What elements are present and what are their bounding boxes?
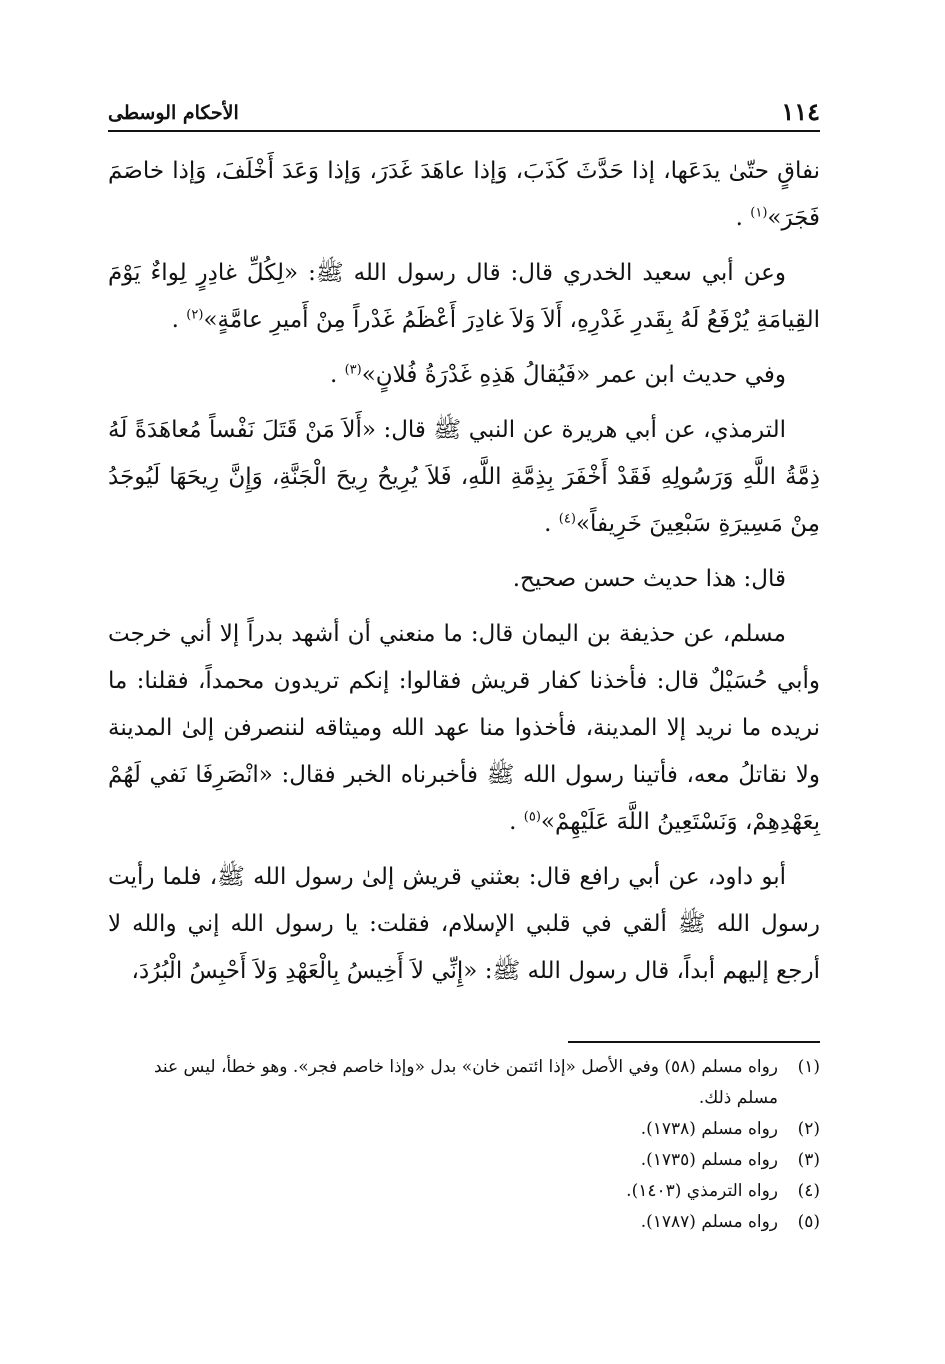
running-title: الأحكام الوسطى xyxy=(108,102,239,124)
paragraph-text: نفاقٍ حتّىٰ يدَعَها، إذا حَدَّثَ كَذَبَ، وَإذا عاهَدَ غَدَرَ، وَإذا وَعَدَ أَخْلَفَ، وَإذا خاصَمَ فَجَرَ» xyxy=(108,158,820,231)
footnote-number: (٥) xyxy=(797,1212,820,1232)
paragraph-end: . xyxy=(509,809,524,835)
paragraph-text: أبو داود، عن أبي رافع قال: بعثني قريش إلىٰ رسول الله ﷺ، فلما رأيت رسول الله ﷺ ألقي في قلبي الإسلام، فقلت: يا رسول الله إني والله لا أرجع إليهم أبداً، قال رسول الله ﷺ: «إِنِّي لاَ أَخِيسُ بِالْعَهْدِ وَلاَ أَحْبِسُ الْبُرُدَ، xyxy=(108,864,820,984)
paragraph-end: . xyxy=(544,511,559,537)
footnote-item xyxy=(108,1176,820,1207)
footnote-item xyxy=(108,1207,820,1238)
footnote-number: (٤) xyxy=(797,1181,820,1201)
footnote-number: (٢) xyxy=(797,1119,820,1139)
footnote-text: رواه الترمذي (١٤٠٣). xyxy=(626,1181,778,1201)
footnote-ref: (٣) xyxy=(344,362,362,378)
footnote-number: (٣) xyxy=(797,1150,820,1170)
footnote-text: رواه مسلم (١٧٣٥). xyxy=(640,1150,778,1170)
paragraph-abu-dawud xyxy=(108,854,820,995)
paragraph-end: . xyxy=(329,362,345,388)
paragraph-text: وعن أبي سعيد الخدري قال: قال رسول الله ﷺ: «لِكُلِّ غادِرٍ لِواءٌ يَوْمَ القِيامَةِ يُرْفَعُ لَهُ بِقَدرِ غَدْرِهِ، أَلاَ وَلاَ غادِرَ أَعْظَمُ غَدْراً مِنْ أَميرِ عامَّةٍ» xyxy=(108,260,820,333)
paragraph-abu-said xyxy=(108,250,820,344)
paragraph-hadith-nifaq xyxy=(108,148,820,242)
paragraph-grading xyxy=(108,556,820,603)
paragraph-ibn-umar xyxy=(108,352,820,399)
paragraph-text: مسلم، عن حذيفة بن اليمان قال: ما منعني أن أشهد بدراً إلا أني خرجت وأبي حُسَيْلٌ قال: فأخذنا كفار قريش فقالوا: إنكم تريدون محمداً، فقلنا: ما نريده ما نريد إلا المدينة، فأخذوا منا عهد الله وميثاقه لننصرفن إلىٰ المدينة ولا نقاتلُ معه، فأتينا رسول الله ﷺ فأخبرناه الخبر فقال: «انْصَرِفَا نَفي لَهُمْ بِعَهْدِهِمْ، وَنَسْتَعِينُ اللَّهَ عَلَيْهِمْ» xyxy=(108,621,820,835)
footnote-text: رواه مسلم (٥٨) وفي الأصل «إذا ائتمن خان» بدل «وإذا خاصم فجر». وهو خطأ، ليس عند مسلم ذلك. xyxy=(153,1057,778,1108)
paragraph-tirmidhi xyxy=(108,407,820,548)
footnotes xyxy=(108,1052,820,1238)
footnote-item xyxy=(108,1052,820,1114)
footnote-ref: (١) xyxy=(750,205,768,221)
paragraph-text: الترمذي، عن أبي هريرة عن النبي ﷺ قال: «أَلاَ مَنْ قَتَلَ نَفْساً مُعاهَدَةً لَهُ ذِمَّةُ اللَّهِ وَرَسُولِهِ فَقَدْ أَخْفَرَ بِذِمَّةِ اللَّهِ، فَلاَ يُرِيحُ رِيحَ الْجَنَّةِ، وَإِنَّ رِيحَهَا لَيُوجَدُ مِنْ مَسِيرَةِ سَبْعِينَ خَرِيفاً» xyxy=(108,417,820,537)
footnote-ref: (٢) xyxy=(186,307,204,323)
footnote-ref: (٤) xyxy=(558,511,576,527)
page-number: ١١٤ xyxy=(781,97,820,126)
footnote-ref: (٥) xyxy=(523,809,541,825)
footnote-separator xyxy=(568,1041,820,1043)
main-text xyxy=(108,148,820,1003)
paragraph-text: وفي حديث ابن عمر «فَيُقالُ هَذِهِ غَدْرَةُ فُلانٍ» xyxy=(361,362,786,388)
paragraph-muslim-hudhayfa xyxy=(108,611,820,846)
footnote-text: رواه مسلم (١٧٨٧). xyxy=(640,1212,778,1232)
footnote-text: رواه مسلم (١٧٣٨). xyxy=(640,1119,778,1139)
paragraph-end: . xyxy=(735,205,751,231)
footnote-item xyxy=(108,1114,820,1145)
footnote-number: (١) xyxy=(797,1057,820,1077)
paragraph-end: . xyxy=(171,307,187,333)
paragraph-text: قال: هذا حديث حسن صحيح. xyxy=(512,566,786,592)
page-header xyxy=(108,90,820,132)
footnote-item xyxy=(108,1145,820,1176)
